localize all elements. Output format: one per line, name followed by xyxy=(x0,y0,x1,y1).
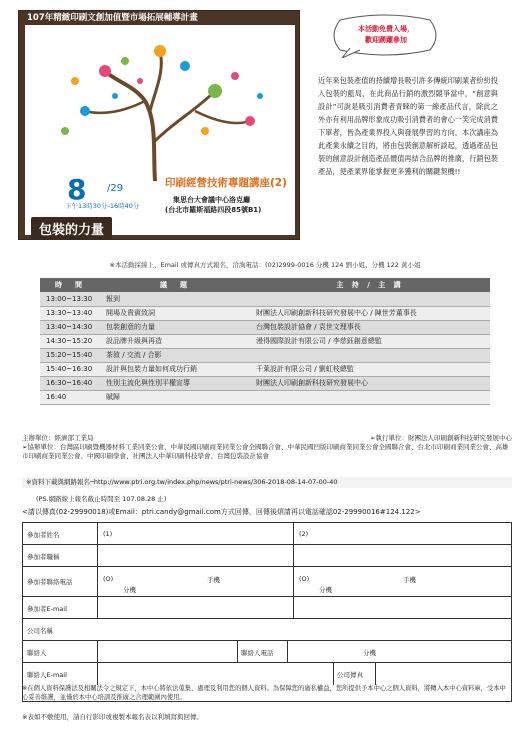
name-field-1[interactable]: (1) xyxy=(103,530,113,538)
table-row xyxy=(40,334,490,348)
agenda-speaker: 財團法人印刷創新科技研究發展中心 xyxy=(250,376,490,390)
intro-paragraph: 近年來包裝產值的持續增長吸引許多傳統印刷業者紛紛投入包裝的藍局，在此商品行銷的激烈競爭當中，“創意與設計”可說是吸引消費者青睞的第一線產品代言，除此之外亦有利用品牌形象成功吸引消費者的會心一笑完成消費下單者，皆為產業界投入與發展學習的方向。本次講座為此產業永續之目的，將由包裝創意解析談起，透過產品包裝的創意設計創造產品價值再結合品牌的推廣，行銷包裝產品，使產業界能掌握更多獲利的關鍵契機!! xyxy=(318,76,498,176)
table-row xyxy=(40,376,490,390)
tree-illustration xyxy=(45,41,275,181)
table-row xyxy=(40,292,490,306)
event-time: 下午13時30分-16時40分 xyxy=(65,202,140,210)
agenda-speaker: 漫得國際設計有限公司 / 李慈鈺創意總監 xyxy=(250,334,490,348)
agenda-topic: 設品牌升級與再造 xyxy=(100,334,250,348)
agenda-header-speaker: 主 持 / 主 講 xyxy=(250,278,490,292)
reply-instructions: <請以傳真(02-29990018)或Email：ptri.candy@gmail.com方式回傳，回傳後煩請再以電話確認02-29990016#124.122> xyxy=(22,508,421,516)
name-field-2[interactable]: (2) xyxy=(299,530,309,538)
phone-mobile-2[interactable]: 手機 xyxy=(403,576,416,584)
table-row xyxy=(40,306,490,320)
form-row-contact xyxy=(23,641,511,663)
table-row xyxy=(40,320,490,334)
agenda-time: 13:00~13:30 xyxy=(40,292,100,306)
agenda-header-time: 時 間 xyxy=(40,278,100,292)
agenda-speaker xyxy=(250,390,490,404)
agenda-table xyxy=(40,278,490,405)
event-location: 集思台大會議中心洛克廳 xyxy=(173,196,250,204)
agenda-speaker: 財團法人印刷創新科技研究發展中心 / 陳世芳董事長 xyxy=(250,306,490,320)
privacy-notice: ※在個人資料保護法及相關法令之規定下，本中心將依法蒐集、處理及利用您的個人資料。為保障您的廣私權益，您所提供予本中心之個人資料，將轉入本中心資料庫，受本中心妥善維護，並僅於本中心培訓及推廣之合理範圍內使用。 xyxy=(22,685,506,701)
event-date-month: /29 xyxy=(107,183,124,194)
bubble-line-1: 本活動免費入場， xyxy=(358,25,414,33)
event-address: (台北市羅斯福路四段85號B1) xyxy=(165,206,262,214)
agenda-topic: 設計與包裝力量如何成功行銷 xyxy=(100,362,250,376)
agenda-time: 16:30~16:40 xyxy=(40,376,100,390)
agenda-topic: 開場及貴賓致詞 xyxy=(100,306,250,320)
form-footnote: ※表如不敷使用，請自行影印或複製本報名表以利填寫與回傳。 xyxy=(22,713,203,721)
phone-ext-2[interactable]: 分機 xyxy=(319,586,332,594)
form-row-email xyxy=(23,597,511,619)
label-company: 公司名稱 xyxy=(27,627,53,635)
registration-form xyxy=(22,522,512,702)
co-orgs: ➢協辦單位：台灣區印刷暨機器材料工業同業公會、中華民國印刷商業同業公會全國聯合會、中華民國凹版印刷商業同業公會全國聯合會、台北市印刷商業同業公會、高雄市印刷商業同業公會、中國印刷學會、社團法人中華印刷科技學會、台灣包裝設計協會 xyxy=(22,443,509,460)
label-name: 參加者姓名 xyxy=(27,531,60,539)
agenda-speaker xyxy=(250,292,490,306)
table-row xyxy=(40,390,490,404)
bubble-text xyxy=(336,24,436,46)
agenda-time: 13:30~13:40 xyxy=(40,306,100,320)
form-row-phone xyxy=(23,567,511,597)
table-row xyxy=(40,362,490,376)
form-row-name xyxy=(23,523,511,545)
agenda-time: 15:20~15:40 xyxy=(40,348,100,362)
agenda-time: 15:40~16:30 xyxy=(40,362,100,376)
phone-mobile-1[interactable]: 手機 xyxy=(207,576,220,584)
agenda-header-topic: 議 題 xyxy=(100,278,250,292)
event-theme: 包裝的力量 xyxy=(31,217,112,240)
bubble-line-2: 歡迎踴躍參加 xyxy=(365,36,407,44)
event-poster xyxy=(18,10,300,240)
agenda-topic: 包裝創意的力量 xyxy=(100,320,250,334)
agenda-topic: 性別主流化與性別平權宣導 xyxy=(100,376,250,390)
label-email: 參加者E-mail xyxy=(27,605,67,613)
event-title: 印刷經營技術專題講座(2) xyxy=(165,177,287,189)
phone-o-1[interactable]: (O) xyxy=(103,575,114,583)
label-fax: 公司傳真 xyxy=(337,671,363,679)
phone-o-2[interactable]: (O) xyxy=(299,575,310,583)
agenda-time: 14:30~15:20 xyxy=(40,334,100,348)
agenda-speaker: 台灣包裝設計協會 / 袁世文理事長 xyxy=(250,320,490,334)
organizers xyxy=(22,434,512,461)
agenda-time: 16:40 xyxy=(40,390,100,404)
label-phone: 參加者聯絡電話 xyxy=(27,578,73,586)
agenda-speaker xyxy=(250,348,490,362)
form-row-contact-email xyxy=(23,663,511,685)
agenda-topic: 報到 xyxy=(100,292,250,306)
download-link[interactable]: ※資料下載與網路報名─http://www.ptri.org.tw/index.php/news/ptri-news/306-2018-08-14-07-00-40 xyxy=(22,477,512,488)
agenda-time: 13:40~14:30 xyxy=(40,320,100,334)
registration-notice: ※本活動採線上、Email 或傳真方式報名，洽詢電話：(02)2999-0016 分機 124 劉小姐、分機 122 黃小姐 xyxy=(109,261,421,269)
form-row-company xyxy=(23,619,511,641)
form-row-title xyxy=(23,545,511,567)
label-title: 參加者職稱 xyxy=(27,553,60,561)
label-contact: 聯絡人 xyxy=(27,649,47,657)
event-date-day: 8 xyxy=(67,173,87,206)
agenda-speaker: 千萊設計有限公司 / 劉虹枝總監 xyxy=(250,362,490,376)
host-org: 主辦單位：經濟部工業局 xyxy=(22,434,94,442)
table-row xyxy=(40,348,490,362)
contact-ext[interactable]: 分機 xyxy=(363,649,376,657)
label-contact-phone: 聯絡人電話 xyxy=(241,649,274,657)
agenda-topic: 茶敘 / 交流 / 合影 xyxy=(100,348,250,362)
registration-deadline: (PS.網路線上報名截止時間至 107.08.28 止) xyxy=(36,495,167,503)
phone-ext-1[interactable]: 分機 xyxy=(123,586,136,594)
poster-body xyxy=(25,25,295,238)
exec-org: ➢執行單位：財團法人印刷創新科技研究發展中心 xyxy=(370,434,512,442)
poster-header: 107年精緻印刷文創加值暨市場拓展輔導計畫 xyxy=(27,13,198,23)
label-contact-email: 聯絡人E-mail xyxy=(27,671,67,679)
agenda-topic: 賦歸 xyxy=(100,390,250,404)
